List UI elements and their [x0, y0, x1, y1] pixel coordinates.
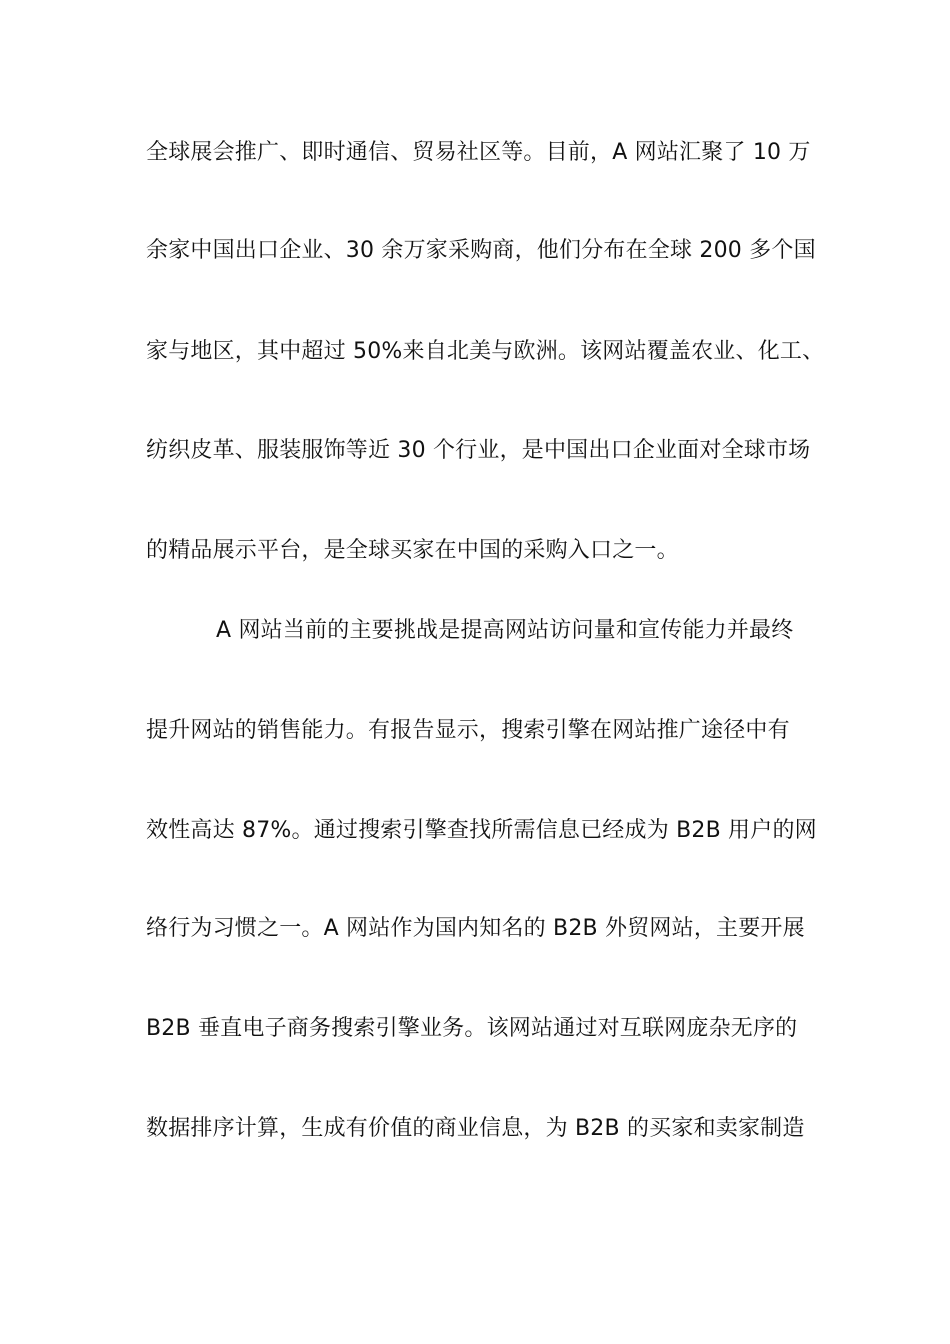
text-line: B2B 垂直电子商务搜索引擎业务。该网站通过对互联网庞杂无序的	[146, 1016, 798, 1041]
paragraph-first-line: A 网站当前的主要挑战是提高网站访问量和宣传能力并最终	[216, 618, 794, 643]
text-line: 的精品展示平台，是全球买家在中国的采购入口之一。	[146, 538, 679, 563]
text-line: 纺织皮革、服装服饰等近 30 个行业，是中国出口企业面对全球市场	[146, 438, 811, 463]
text-line: 络行为习惯之一。A 网站作为国内知名的 B2B 外贸网站，主要开展	[146, 916, 805, 941]
text-line: 家与地区，其中超过 50%来自北美与欧洲。该网站覆盖农业、化工、	[146, 339, 825, 364]
text-line: 数据排序计算，生成有价值的商业信息，为 B2B 的买家和卖家制造	[146, 1116, 805, 1141]
text-line: 余家中国出口企业、30 余万家采购商，他们分布在全球 200 多个国	[146, 238, 816, 263]
text-line: 全球展会推广、即时通信、贸易社区等。目前，A 网站汇聚了 10 万	[146, 140, 811, 165]
text-line: 效性高达 87%。通过搜索引擎查找所需信息已经成为 B2B 用户的网	[146, 818, 817, 843]
text-line: 提升网站的销售能力。有报告显示，搜索引擎在网站推广途径中有	[146, 718, 790, 743]
